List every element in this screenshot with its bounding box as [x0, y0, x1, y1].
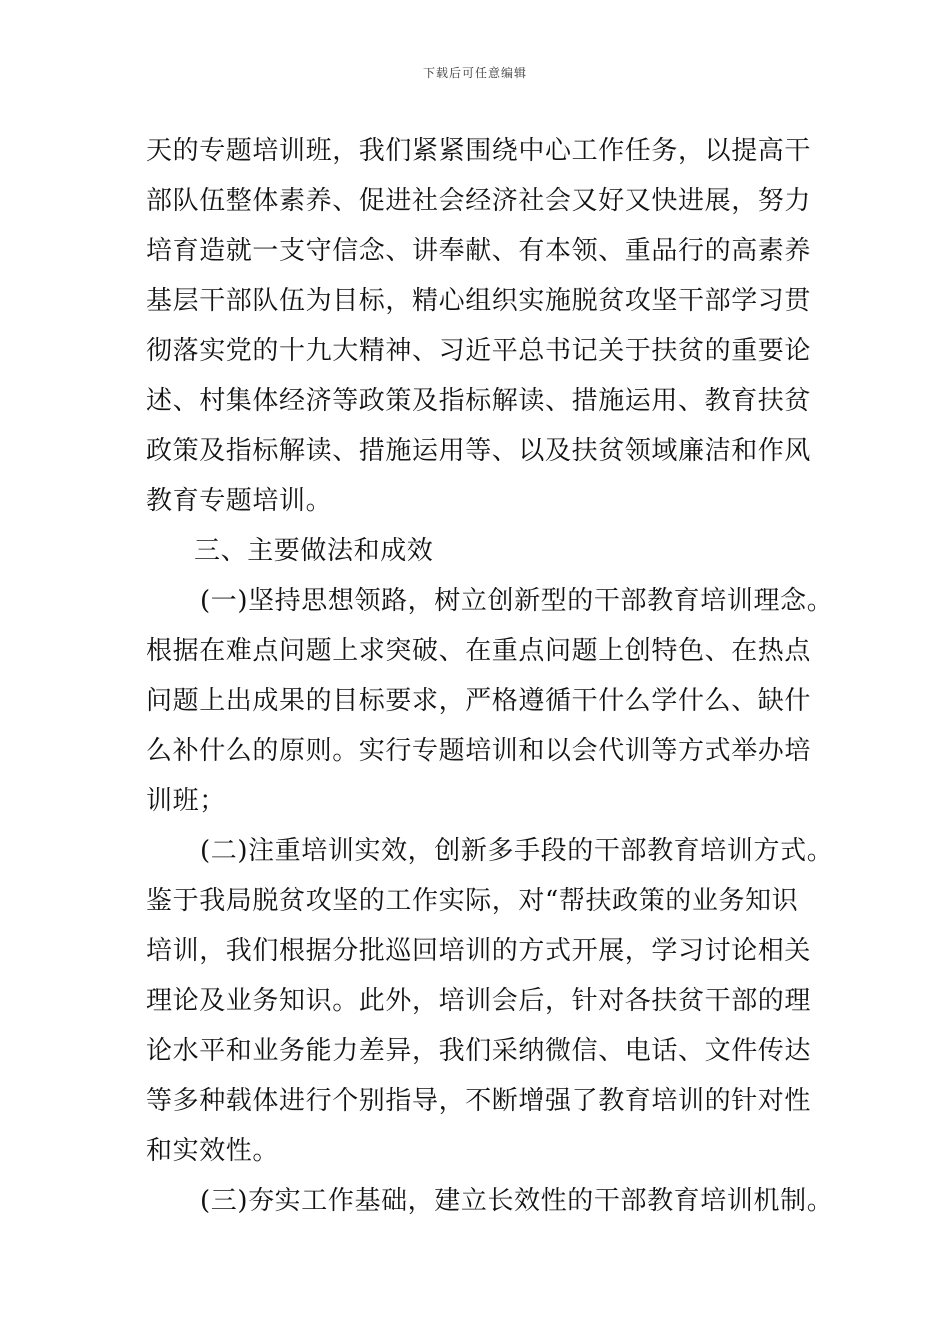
text-line: 论水平和业务能力差异，我们采纳微信、电话、文件传达 — [146, 1036, 812, 1066]
subsection-heading: (三)夯实工作基础，建立长效性的干部教育培训机制。 — [200, 1186, 834, 1216]
document-body — [146, 126, 834, 1226]
text-line: 述、村集体经济等政策及指标解读、措施运用、教育扶贫 — [146, 386, 812, 416]
text-line: 政策及指标解读、措施运用等、以及扶贫领域廉洁和作风 — [146, 436, 812, 466]
text-line: 么补什么的原则。实行专题培训和以会代训等方式举办培 — [146, 736, 812, 766]
page-header: 下载后可任意编辑 — [422, 66, 527, 80]
subsection-heading: (一)坚持思想领路，树立创新型的干部教育培训理念。 — [200, 586, 834, 616]
text-line: 问题上出成果的目标要求，严格遵循干什么学什么、缺什 — [146, 686, 812, 716]
text-line: 等多种载体进行个别指导，不断增强了教育培训的针对性 — [146, 1086, 812, 1116]
text-line: 彻落实党的十九大精神、习近平总书记关于扶贫的重要论 — [146, 336, 812, 366]
text-line: 训班； — [146, 786, 226, 816]
text-line: 鉴于我局脱贫攻坚的工作实际，对“帮扶政策的业务知识 — [146, 886, 799, 916]
text-line: 培训，我们根据分批巡回培训的方式开展，学习讨论相关 — [146, 936, 812, 966]
text-line: 天的专题培训班，我们紧紧围绕中心工作任务，以提高干 — [146, 136, 812, 166]
subsection-heading: (二)注重培训实效，创新多手段的干部教育培训方式。 — [200, 836, 834, 866]
text-line: 和实效性。 — [146, 1136, 280, 1166]
text-line: 部队伍整体素养、促进社会经济社会又好又快进展，努力 — [146, 186, 812, 216]
text-line: 培育造就一支守信念、讲奉献、有本领、重品行的高素养 — [146, 236, 812, 266]
text-line: 根据在难点问题上求突破、在重点问题上创特色、在热点 — [146, 636, 812, 666]
text-line: 教育专题培训。 — [146, 486, 333, 516]
text-line: 基层干部队伍为目标，精心组织实施脱贫攻坚干部学习贯 — [146, 286, 812, 316]
section-heading: 三、主要做法和成效 — [194, 536, 434, 566]
text-line: 理论及业务知识。此外，培训会后，针对各扶贫干部的理 — [146, 986, 812, 1016]
